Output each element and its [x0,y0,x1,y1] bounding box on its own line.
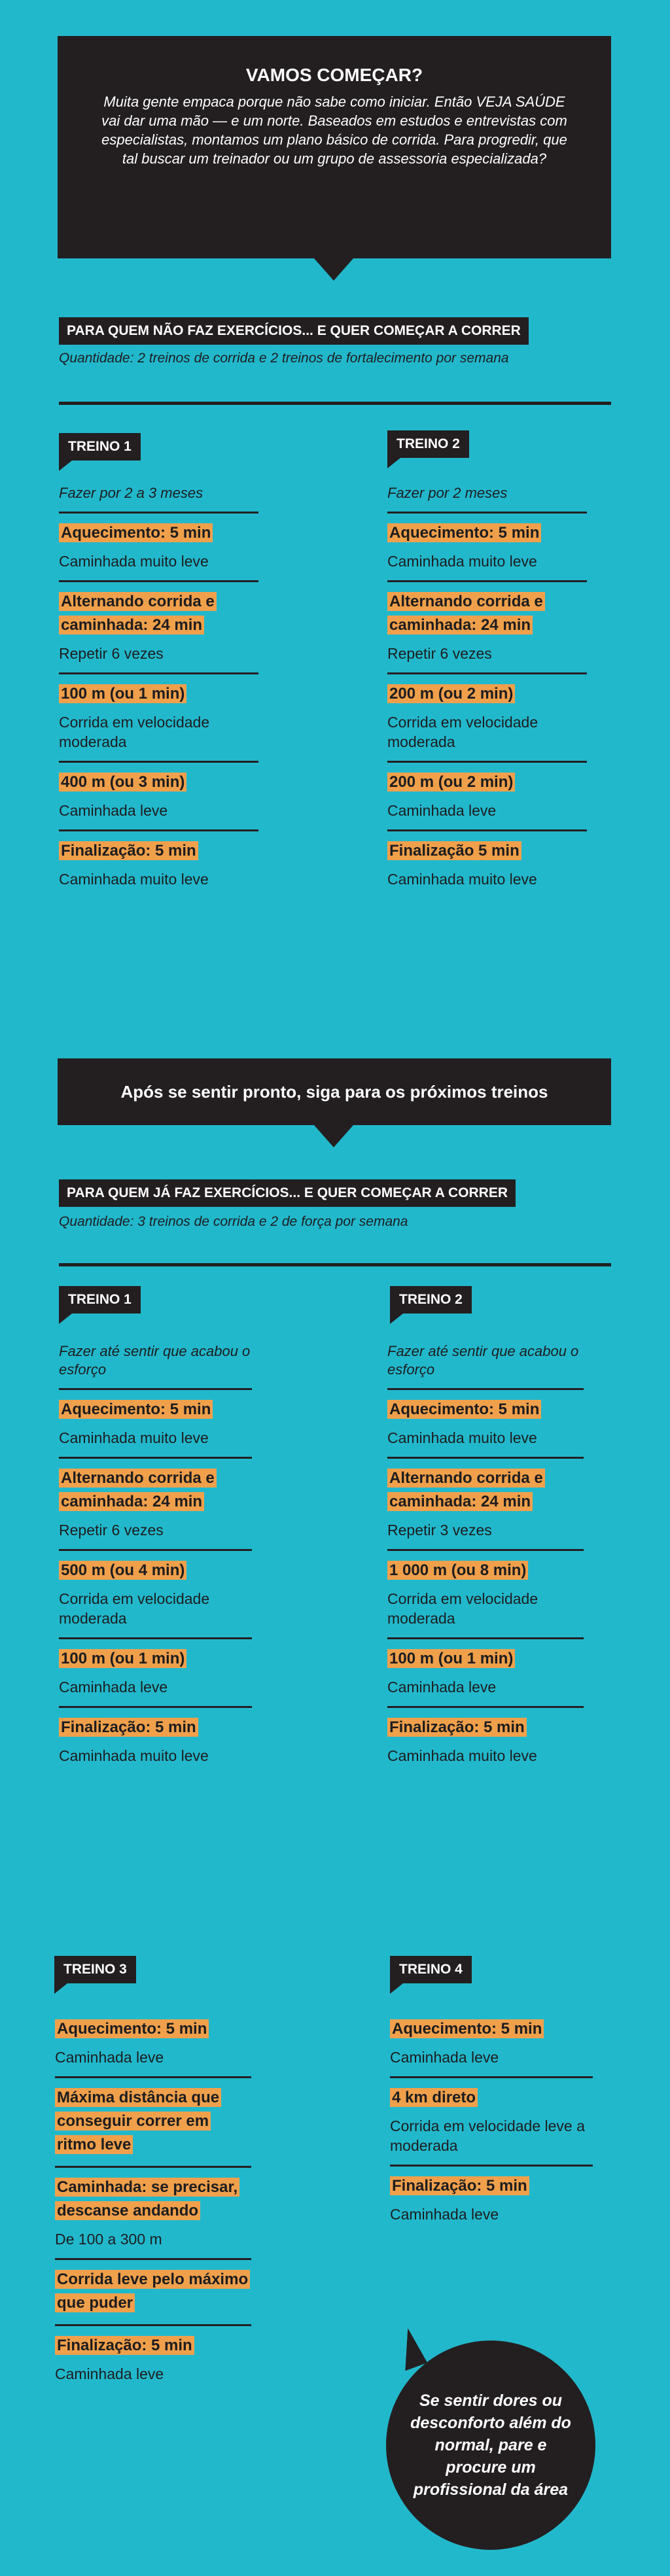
step-desc: Caminhada muito leve [387,1429,537,1446]
s2-t2-step-4 [387,1637,584,1706]
intro-pointer [314,258,353,281]
s2-treino1-tag: TREINO 1 [59,1286,141,1314]
s1-treino2-column [387,484,587,898]
step-desc: Caminhada leve [59,1679,168,1696]
s2-t4-step-2 [390,2076,593,2165]
s2-treino4-tag: TREINO 4 [390,1956,472,1983]
step-desc: Corrida em velocidade leve a moderada [390,2117,585,2154]
s1-t2-step-2 [387,580,587,672]
step-title: Aquecimento: 5 min [55,2019,209,2038]
step-title: Aquecimento: 5 min [59,523,213,542]
step-title: Alternando corrida e caminhada: 24 min [59,592,217,635]
s1-treino2-note: Fazer por 2 meses [387,485,508,501]
s2-treino3-tag: TREINO 3 [54,1956,136,1983]
step-desc: Corrida em velocidade moderada [59,714,210,750]
s2-treino2-tag: TREINO 2 [390,1286,472,1314]
s2-t1-step-3 [59,1549,252,1637]
s2-t3-step-3 [55,2166,251,2258]
step-desc: Caminhada leve [59,802,168,819]
s1-treino1-tag: TREINO 1 [59,433,141,461]
step-title: Finalização: 5 min [387,1718,527,1737]
s1-t2-step-1 [387,512,587,580]
warning-callout [386,2341,595,2550]
intro-text: Muita gente empaca porque não sabe como iniciar. Então VEJA SAÚDE vai dar uma mão — e um norte. Baseados em estudos e entrevistas com especialistas, montamos um plano básico de corrida. Para progredir, que tal buscar um treinador ou um grupo de assessoria especializada? [101,94,567,167]
step-title: Finalização: 5 min [390,2176,529,2195]
s2-treino3-column [55,2017,251,2393]
step-title: Finalização: 5 min [59,1718,198,1737]
step-title: 100 m (ou 1 min) [59,684,186,703]
progress-banner [58,1058,611,1125]
s2-treino2-note: Fazer até sentir que acabou o esforço [387,1343,579,1378]
section1-subheading: Quantidade: 2 treinos de corrida e 2 treinos de fortalecimento por semana [59,351,509,366]
step-desc: Caminhada muito leve [387,553,537,570]
s1-t1-step-1 [59,512,258,580]
s2-t2-step-5 [387,1706,584,1775]
step-title: Aquecimento: 5 min [390,2019,544,2038]
step-desc: Caminhada leve [55,2365,164,2382]
step-title: 100 m (ou 1 min) [387,1649,515,1668]
s2-t3-step-4 [55,2258,251,2324]
step-desc: Repetir 6 vezes [59,645,164,662]
s1-t2-step-4 [387,761,587,829]
step-title: 4 km direto [390,2088,478,2107]
step-title: Aquecimento: 5 min [387,523,541,542]
step-title: Finalização 5 min [387,841,521,860]
s1-t2-step-3 [387,672,587,761]
step-title: 200 m (ou 2 min) [387,684,515,703]
step-title: Alternando corrida e caminhada: 24 min [387,1469,545,1511]
step-title: Máxima distância que conseguir correr em ritmo leve [55,2088,221,2154]
intro-title: VAMOS COMEÇAR? [245,65,423,85]
step-title: Alternando corrida e caminhada: 24 min [387,592,545,635]
s1-t1-step-3 [59,672,258,761]
s1-treino2-tag: TREINO 2 [387,430,469,458]
s2-t2-step-1 [387,1388,584,1457]
step-desc: Repetir 6 vezes [387,645,492,662]
step-desc: Repetir 3 vezes [387,1522,492,1539]
s2-t3-step-1 [55,2017,251,2076]
step-title: Aquecimento: 5 min [59,1400,213,1419]
section2-subheading: Quantidade: 3 treinos de corrida e 2 de força por semana [59,1214,408,1229]
step-title: 200 m (ou 2 min) [387,773,515,792]
s2-t3-step-2 [55,2076,251,2166]
step-desc: Corrida em velocidade moderada [387,714,538,750]
banner-text: Após se sentir pronto, siga para os próximos treinos [120,1081,548,1102]
step-desc: Caminhada muito leve [59,871,209,888]
s1-t1-step-4 [59,761,258,829]
step-desc: Caminhada muito leve [59,553,209,570]
section1-heading: PARA QUEM NÃO FAZ EXERCÍCIOS... E QUER COMEÇAR A CORRER [59,317,529,345]
intro-box [58,36,611,258]
step-desc: De 100 a 300 m [55,2231,162,2248]
step-desc: Caminhada muito leve [59,1747,209,1764]
step-title: Finalização: 5 min [55,2336,194,2355]
s2-t1-step-5 [59,1706,252,1775]
step-desc: Caminhada muito leve [387,871,537,888]
step-desc: Caminhada muito leve [387,1747,537,1764]
s2-t1-step-2 [59,1457,252,1549]
step-desc: Repetir 6 vezes [59,1522,164,1539]
step-title: Alternando corrida e caminhada: 24 min [59,1469,217,1511]
s1-t1-step-5 [59,829,258,898]
step-title: Aquecimento: 5 min [387,1400,541,1419]
s1-treino1-note: Fazer por 2 a 3 meses [59,485,203,501]
s2-t1-step-4 [59,1637,252,1706]
step-title: 1 000 m (ou 8 min) [387,1561,528,1580]
section2-rule [59,1263,611,1266]
step-title: Finalização: 5 min [59,841,198,860]
s2-t1-step-1 [59,1388,252,1457]
section2-heading: PARA QUEM JÁ FAZ EXERCÍCIOS... E QUER COMEÇAR A CORRER [59,1179,516,1207]
banner-pointer [314,1125,353,1147]
step-title: 500 m (ou 4 min) [59,1561,186,1580]
s2-t2-step-2 [387,1457,584,1549]
step-desc: Caminhada leve [55,2049,164,2066]
section1-rule [59,402,611,405]
s1-t1-step-2 [59,580,258,672]
step-title: 400 m (ou 3 min) [59,773,186,792]
s2-t2-step-3 [387,1549,584,1637]
step-desc: Caminhada leve [387,802,497,819]
s2-treino4-column [390,2017,593,2233]
s2-treino2-column [387,1342,584,1775]
s2-treino1-column [59,1342,252,1775]
step-title: Corrida leve pelo máximo que puder [55,2270,250,2312]
step-desc: Corrida em velocidade moderada [387,1590,538,1627]
step-title: 100 m (ou 1 min) [59,1649,186,1668]
step-desc: Caminhada leve [387,1679,497,1696]
s2-t3-step-5 [55,2324,251,2393]
s1-t2-step-5 [387,829,587,898]
step-desc: Caminhada leve [390,2206,499,2223]
step-desc: Caminhada muito leve [59,1429,209,1446]
warning-text: Se sentir dores ou desconforto além do normal, pare e procure um profissional da área [410,2392,571,2499]
step-desc: Caminhada leve [390,2049,499,2066]
s2-treino1-note: Fazer até sentir que acabou o esforço [59,1343,251,1378]
s2-t4-step-3 [390,2165,593,2233]
step-title: Caminhada: se precisar, descanse andando [55,2178,239,2220]
s2-t4-step-1 [390,2017,593,2076]
s1-treino1-column [59,484,258,898]
step-desc: Corrida em velocidade moderada [59,1590,210,1627]
